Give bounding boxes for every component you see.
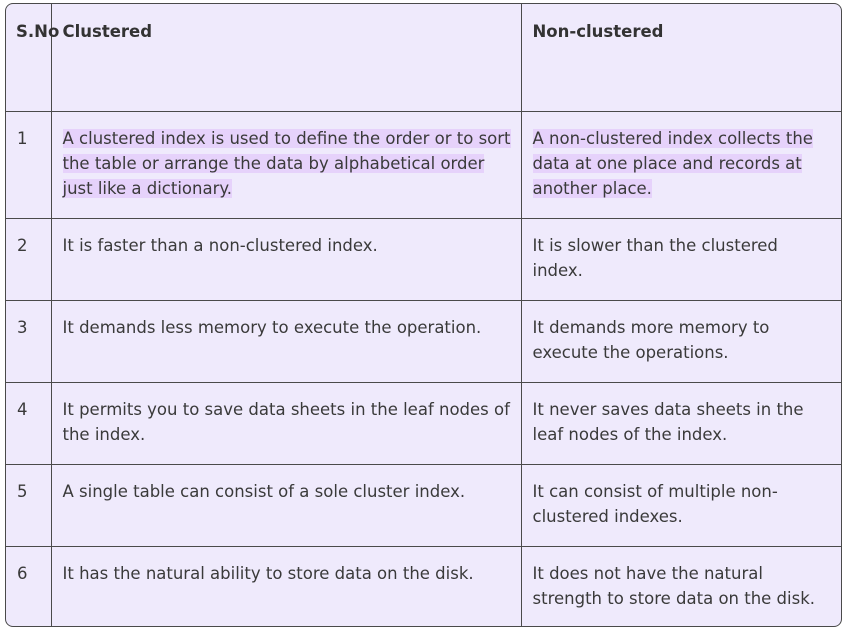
clustered-cell xyxy=(51,111,521,218)
clustered-cell: It permits you to save data sheets in the leaf nodes of the index. xyxy=(51,382,521,464)
non-clustered-cell: It can consist of multiple non-clustered indexes. xyxy=(521,464,841,546)
table-row xyxy=(6,111,841,218)
clustered-cell: A single table can consist of a sole cluster index. xyxy=(51,464,521,546)
row-number: 4 xyxy=(6,382,51,464)
table-row xyxy=(6,546,841,627)
table-row xyxy=(6,218,841,300)
clustered-cell: It demands less memory to execute the operation. xyxy=(51,300,521,382)
clustered-cell: It is faster than a non-clustered index. xyxy=(51,218,521,300)
row-number: 3 xyxy=(6,300,51,382)
non-clustered-cell: It never saves data sheets in the leaf nodes of the index. xyxy=(521,382,841,464)
row-number: 2 xyxy=(6,218,51,300)
non-clustered-cell: It is slower than the clustered index. xyxy=(521,218,841,300)
row-number: 1 xyxy=(6,111,51,218)
non-clustered-cell: It does not have the natural strength to store data on the disk. xyxy=(521,546,841,627)
clustered-cell: It has the natural ability to store data on the disk. xyxy=(51,546,521,627)
row-number: 6 xyxy=(6,546,51,627)
table-header-row xyxy=(6,4,841,111)
comparison-table xyxy=(6,4,841,627)
table-row xyxy=(6,382,841,464)
highlighted-text: A non-clustered index collects the data at one place and records at another place. xyxy=(532,128,813,198)
non-clustered-cell: It demands more memory to execute the operations. xyxy=(521,300,841,382)
table-row xyxy=(6,464,841,546)
comparison-table-container xyxy=(5,3,842,627)
header-sno: S.No xyxy=(6,4,51,111)
row-number: 5 xyxy=(6,464,51,546)
header-non-clustered: Non-clustered xyxy=(521,4,841,111)
table-row xyxy=(6,300,841,382)
highlighted-text: A clustered index is used to define the order or to sort the table or arrange the data by alphabetical order just like a dictionary. xyxy=(62,128,511,198)
non-clustered-cell xyxy=(521,111,841,218)
header-clustered: Clustered xyxy=(51,4,521,111)
